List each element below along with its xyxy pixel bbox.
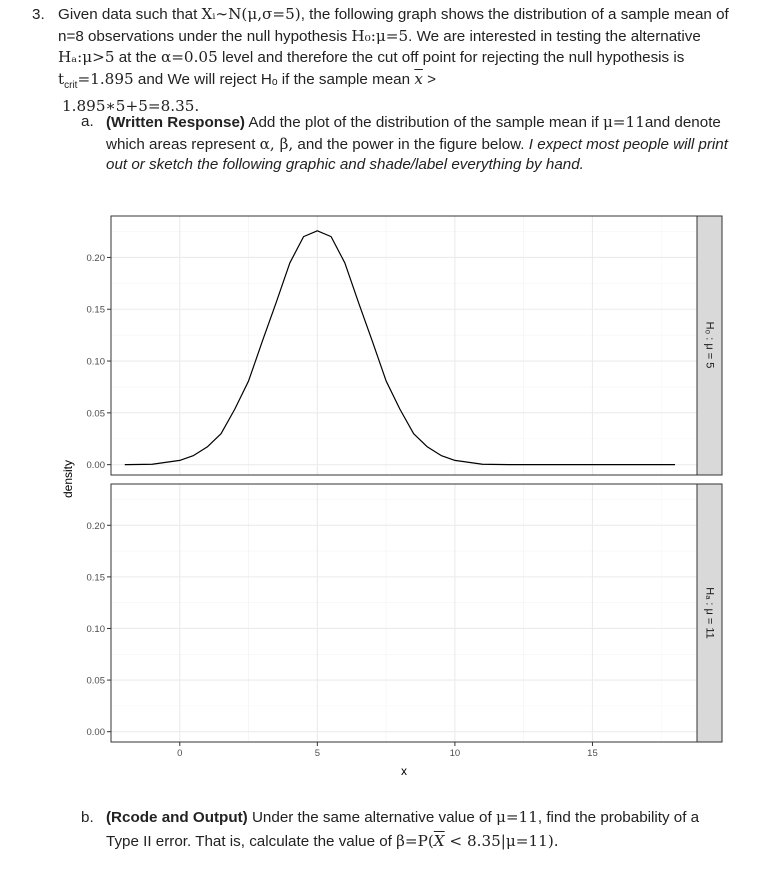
- beta-expression: β=P(: [396, 831, 434, 850]
- q-text-1: , the following graph shows the distribution of a sample mean of n=8 observations under the null hypothesis: [58, 6, 729, 45]
- part-a-label: a.: [81, 113, 94, 130]
- part-b-title: (Rcode and Output): [106, 809, 248, 826]
- y-tick-label: 0.00: [86, 460, 105, 472]
- q-text-4: level and therefore the cut off point for rejecting the null hypothesis is: [217, 49, 685, 66]
- part-a-note: I expect most people will print out or sketch the following graphic and shade/label everything by hand.: [106, 135, 728, 173]
- x-tick-label: 15: [587, 748, 598, 759]
- dist-expression: Xᵢ∼N(μ,σ=5): [201, 5, 301, 23]
- part-b-label: b.: [81, 809, 94, 826]
- cutoff-formula: 1.895∗5+5=8.35.: [62, 97, 200, 116]
- tcrit-value: =1.895: [77, 69, 134, 88]
- y-tick-label: 0.10: [86, 623, 105, 635]
- y-axis-label: density: [61, 459, 75, 499]
- part-a-text-2: and denote which areas represent: [106, 114, 721, 153]
- xbar-symbol-b: $\overline{X}$: [433, 831, 445, 850]
- q-text-3: at the: [114, 49, 157, 66]
- y-tick-label: 0.10: [86, 356, 105, 368]
- part-b-text-1: Under the same alternative value of: [247, 809, 492, 826]
- part-b: [81, 806, 731, 853]
- strip-label-top: H₀ : μ = 5: [703, 321, 716, 369]
- part-a-text-1: Add the plot of the distribution of the sample mean if: [244, 114, 599, 131]
- q-text-5: and We will reject Hₒ if the sample mean: [133, 70, 411, 88]
- x-tick-label: 5: [314, 748, 320, 759]
- q-text-2: . We are interested in testing the alternative: [408, 27, 701, 45]
- panel-background-1: [111, 484, 697, 742]
- part-a-title: (Written Response): [106, 114, 245, 131]
- panel-background-0: [111, 216, 697, 475]
- part-b-text-2: , find the probability of a Type II error. That is, calculate the value of: [106, 809, 700, 850]
- tcrit-symbol: t: [58, 69, 65, 88]
- null-hypothesis: H₀:μ=5: [351, 26, 409, 45]
- y-tick-label: 0.00: [86, 727, 105, 739]
- y-tick-label: 0.05: [86, 675, 105, 687]
- x-tick-label: 0: [177, 748, 183, 759]
- x-tick-label: 10: [449, 748, 461, 759]
- y-tick-label: 0.05: [86, 408, 105, 420]
- y-tick-label: 0.20: [86, 252, 105, 264]
- gt-symbol: >: [422, 70, 436, 88]
- part-a-mu: μ=11: [602, 113, 645, 131]
- strip-label-bottom: Hₐ : μ = 11: [703, 587, 716, 639]
- xbar-symbol: $\overline{x}$: [414, 69, 423, 88]
- tcrit-subscript: crit: [64, 79, 78, 91]
- y-tick-label: 0.15: [86, 304, 105, 316]
- part-a-text-3: and the power in the figure below.: [293, 135, 525, 153]
- alpha-level: α=0.05: [160, 48, 218, 66]
- x-axis-label: x: [401, 764, 407, 778]
- question-number: 3.: [32, 6, 45, 23]
- beta-expression-rest: < 8.35|μ=11).: [444, 831, 559, 850]
- part-b-mu: μ=11: [495, 808, 538, 826]
- y-tick-label: 0.20: [86, 520, 105, 532]
- q-intro: Given data such that: [58, 6, 198, 23]
- alt-hypothesis: Hₐ:μ>5: [58, 48, 115, 66]
- part-a-greek: α, β,: [259, 134, 294, 153]
- y-tick-label: 0.15: [86, 572, 105, 584]
